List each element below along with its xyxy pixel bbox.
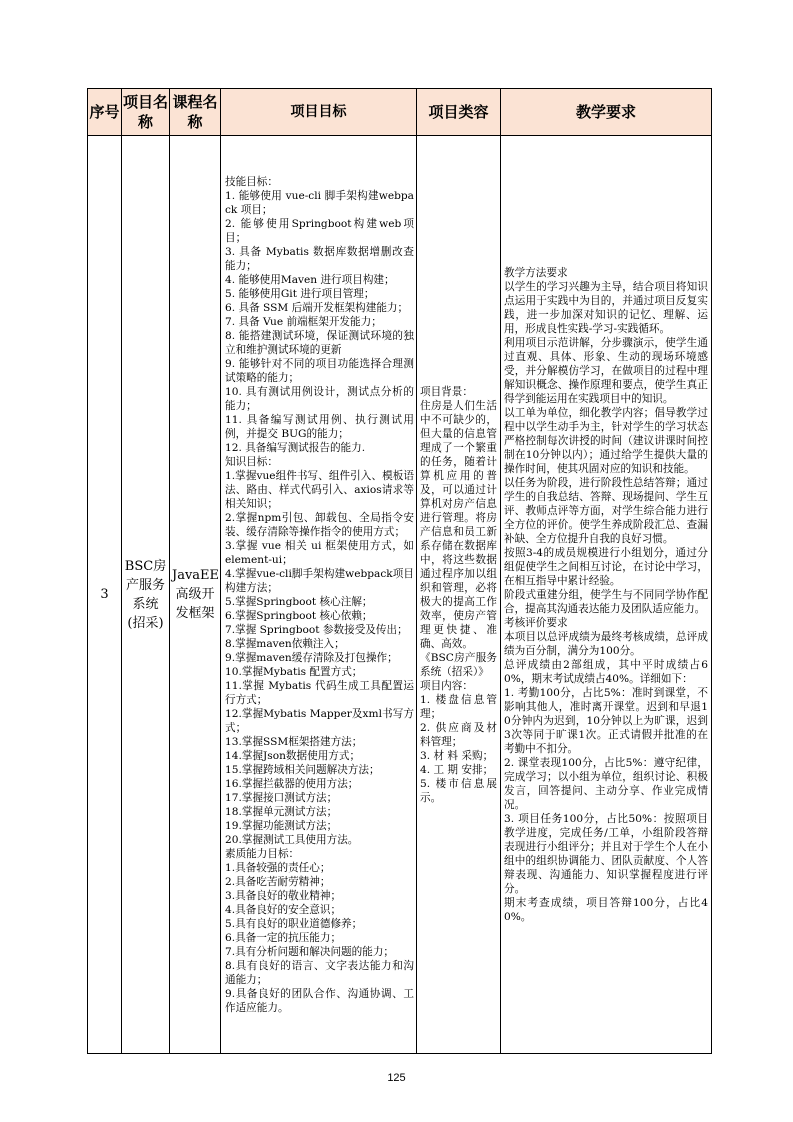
header-goal: 项目目标: [221, 89, 417, 136]
goal-text: 技能目标： 1. 能够使用 vue-cli 脚手架构建webpack 项目； 2. 能够使用Springboot构建web项目； 3. 具备 Mybatis 数据库数据增删改查能力； 4. 能够使用Maven 进行项目构建； 5. 能够使用Git 进行项目管理； 6. 具备 SSM 后端开发框架构建能力； 7. 具备 Vue 前端框架开发能力； 8. 能搭建测试环境，保证测试环境的独立和维护测试环境的更新 9. 能够针对不同的项目功能选择合理测试策略的能力； 10. 具有测试用例设计，测试点分析的能力； 11. 具备编写测试用例、执行测试用例，并提交 BUG的能力； 12. 具备编写测试报告的能力. 知识目标： 1.掌握vue组件书写、组件引入、模板语法、路由、样式代码引入、axios请求等相关知识； 2.掌握npm引包、卸载包、全局指令安装、缓存清除等操作指令的使用方式； 3.掌握 vue 相关 ui 框架使用方式，如 element-ui； 4.掌握vue-cli脚手架构建webpack项目构建方法； 5.掌握Springboot 核心注解； 6.掌握Springboot 核心依赖； 7.掌握 Springboot 参数接受及传出； 8.掌握maven依赖注入； 9.掌握maven缓存清除及打包操作； 10.掌握Mybatis 配置方式； 11.掌握 Mybatis 代码生成工具配置运行方式； 12.掌握Mybatis Mapper及xml书写方式； 13.掌握SSM框架搭建方法； 14.掌握Json数据使用方式； 15.掌握跨域相关问题解决方法； 16.掌握拦截器的使用方法； 17.掌握接口测试方法； 18.掌握单元测试方法； 19.掌握功能测试方法； 20.掌握测试工具使用方法。 素质能力目标： 1.具备较强的责任心； 2.具备吃苦耐劳精神； 3.具备良好的敬业精神； 4.具备良好的安全意识； 5.具有良好的职业道德修养； 6.具备一定的抗压能力； 7.具有分析问题和解决问题的能力； 8.具有良好的语言、文字表达能力和沟通能力； 9.具备良好的团队合作、沟通协调、工作适应能力。: [225, 175, 414, 1014]
cell-content: [417, 136, 501, 1054]
header-content: 项目类容: [417, 89, 501, 136]
header-seq: 序号: [88, 89, 122, 136]
cell-project-name: BSC房产服务系统(招采): [122, 136, 170, 1054]
cell-goal: [221, 136, 417, 1054]
requirements-text: 教学方法要求 以学生的学习兴趣为主导，结合项目将知识点运用于实践中为目的，并通过项目反复实践，进一步加深对知识的记忆、理解、运用，形成良性实践-学习-实践循环。 利用项目示范讲解，分步骤演示，使学生通过直观、具体、形象、生动的现场环境感受，并分解模仿学习，在做项目的过程中理解知识概念、操作原理和要点，使学生真正得学到能运用在实践项目中的知识。 以工单为单位，细化教学内容；倡导教学过程中以学生动手为主，针对学生的学习状态严格控制每次讲授的时间（建议讲课时间控制在10分钟以内）；通过给学生提供大量的操作时间，使其巩固对应的知识和技能。 以任务为阶段，进行阶段性总结答辩；通过学生的自我总结、答辩、现场提问、学生互评、教师点评等方面，对学生综合能力进行全方位的评价。使学生养成阶段汇总、查漏补缺、全方位提升自我的良好习惯。 按照3-4的成员规模进行小组划分，通过分组促使学生之间相互讨论，在讨论中学习，在相互指导中累计经验。 阶段式重建分组，使学生与不同同学协作配合，提高其沟通表达能力及团队适应能力。 考核评价要求 本项目以总评成绩为最终考核成绩，总评成绩为百分制，满分为100分。 总评成绩由2部组成，其中平时成绩占60%，期末考试成绩占40%。详细如下： 1. 考勤100分，占比5%：准时到课堂，不影响其他人，准时离开课堂。迟到和早退10分钟内为迟到，10分钟以上为旷课，迟到3次等同于旷课1次。正式请假并批准的在考勤中不扣分。 2. 课堂表现100分，占比5%：遵守纪律，完成学习；以小组为单位，组织讨论、积极发言，回答提问、主动分享、作业完成情况。 3. 项目任务100分，占比50%：按照项目教学进度，完成任务/工单，小组阶段答辩表现进行小组评分；并且对于学生个人在小组中的组织协调能力、团队贡献度、个人答辩表现、沟通能力、知识掌握程度进行评分。 期末考查成绩，项目答辩100分，占比40%。: [504, 266, 708, 923]
page-number: 125: [387, 1072, 406, 1084]
content-text: 项目背景： 住房是人们生活中不可缺少的，但大量的信息管理成了一个繁重的任务，随着计算机应用的普及，可以通过计算机对房产信息进行管理。将房产信息和员工新系存储在数据库中，将这些数据通过程序加以组织和管理，必将极大的提高工作效率，使房产管理更快捷、准确、高效。 《BSC房产服务系统（招采）》 项目内容： 1. 楼盘信息管理； 2. 供应商及材料管理； 3. 材 料 采购； 4. 工 期 安排； 5. 楼市信息展示。: [420, 385, 497, 804]
header-course-name: 课程名称: [170, 89, 221, 136]
table-row: [88, 136, 712, 1054]
cell-course-name: JavaEE高级开发框架: [170, 136, 221, 1054]
header-requirements: 教学要求: [501, 89, 712, 136]
course-table: [87, 88, 712, 1054]
cell-requirements: [501, 136, 712, 1054]
table-header-row: [88, 89, 712, 136]
cell-seq: 3: [88, 136, 122, 1054]
header-project-name: 项目名称: [122, 89, 170, 136]
